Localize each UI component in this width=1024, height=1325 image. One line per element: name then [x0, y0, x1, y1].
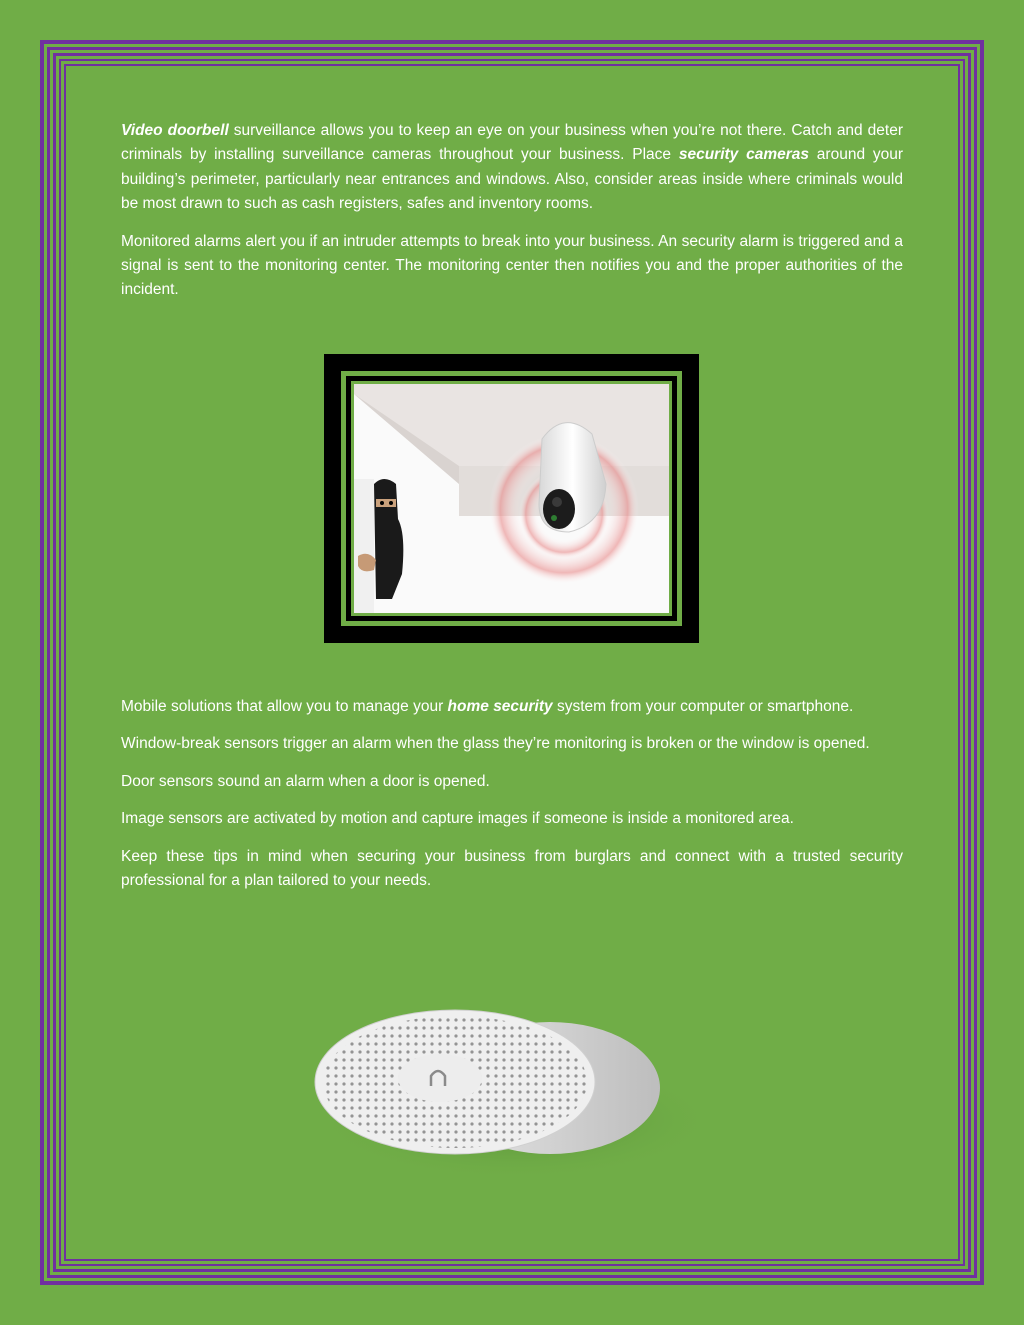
security-cameras-link[interactable]: security cameras — [678, 146, 809, 164]
home-security-link[interactable]: home security — [447, 698, 553, 715]
paragraph-text: around your building’s perimeter, particularly near entrances and windows. Also, consider areas inside where criminals would be most drawn to such as cash registers, safes and inventory rooms. — [121, 146, 904, 213]
paragraph-door-sensors: Door sensors sound an alarm when a door is opened. — [121, 772, 490, 790]
text-section-2 — [121, 695, 903, 906]
paragraph-closing-tips: Keep these tips in mind when securing your business from burglars and connect with a trusted security professional for a plan tailored to your needs. — [121, 847, 903, 890]
paragraph-mobile-solutions — [121, 695, 903, 719]
video-doorbell-link[interactable]: Video doorbell — [121, 122, 229, 139]
doorbell-chime-icon — [300, 1000, 720, 1180]
paragraph-monitored-alarms: Monitored alarms alert you if an intruder attempts to break into your business. An security alarm is triggered and a signal is sent to the monitoring center. The monitoring center then notifies you and the proper authorities of the incident. — [121, 232, 903, 299]
paragraph-image-sensors: Image sensors are activated by motion and capture images if someone is inside a monitored area. — [121, 810, 794, 828]
paragraph-text: Mobile solutions that allow you to manage your — [121, 698, 448, 715]
security-camera-figure — [324, 354, 699, 643]
paragraph-text: system from your computer or smartphone. — [552, 698, 854, 715]
text-section-1 — [121, 119, 903, 316]
security-camera-burglar-icon — [354, 384, 669, 613]
figure-frame-inner — [351, 381, 672, 616]
paragraph-video-doorbell — [121, 119, 903, 217]
doorbell-chime-figure — [300, 1000, 720, 1180]
paragraph-window-break-sensors: Window-break sensors trigger an alarm when the glass they’re monitoring is broken or the window is opened. — [121, 735, 870, 753]
paragraph-text: surveillance allows you to keep an eye on your business when you’re not there. Catch and deter criminals by installing surveillance cameras throughout your business. Place — [121, 122, 903, 164]
